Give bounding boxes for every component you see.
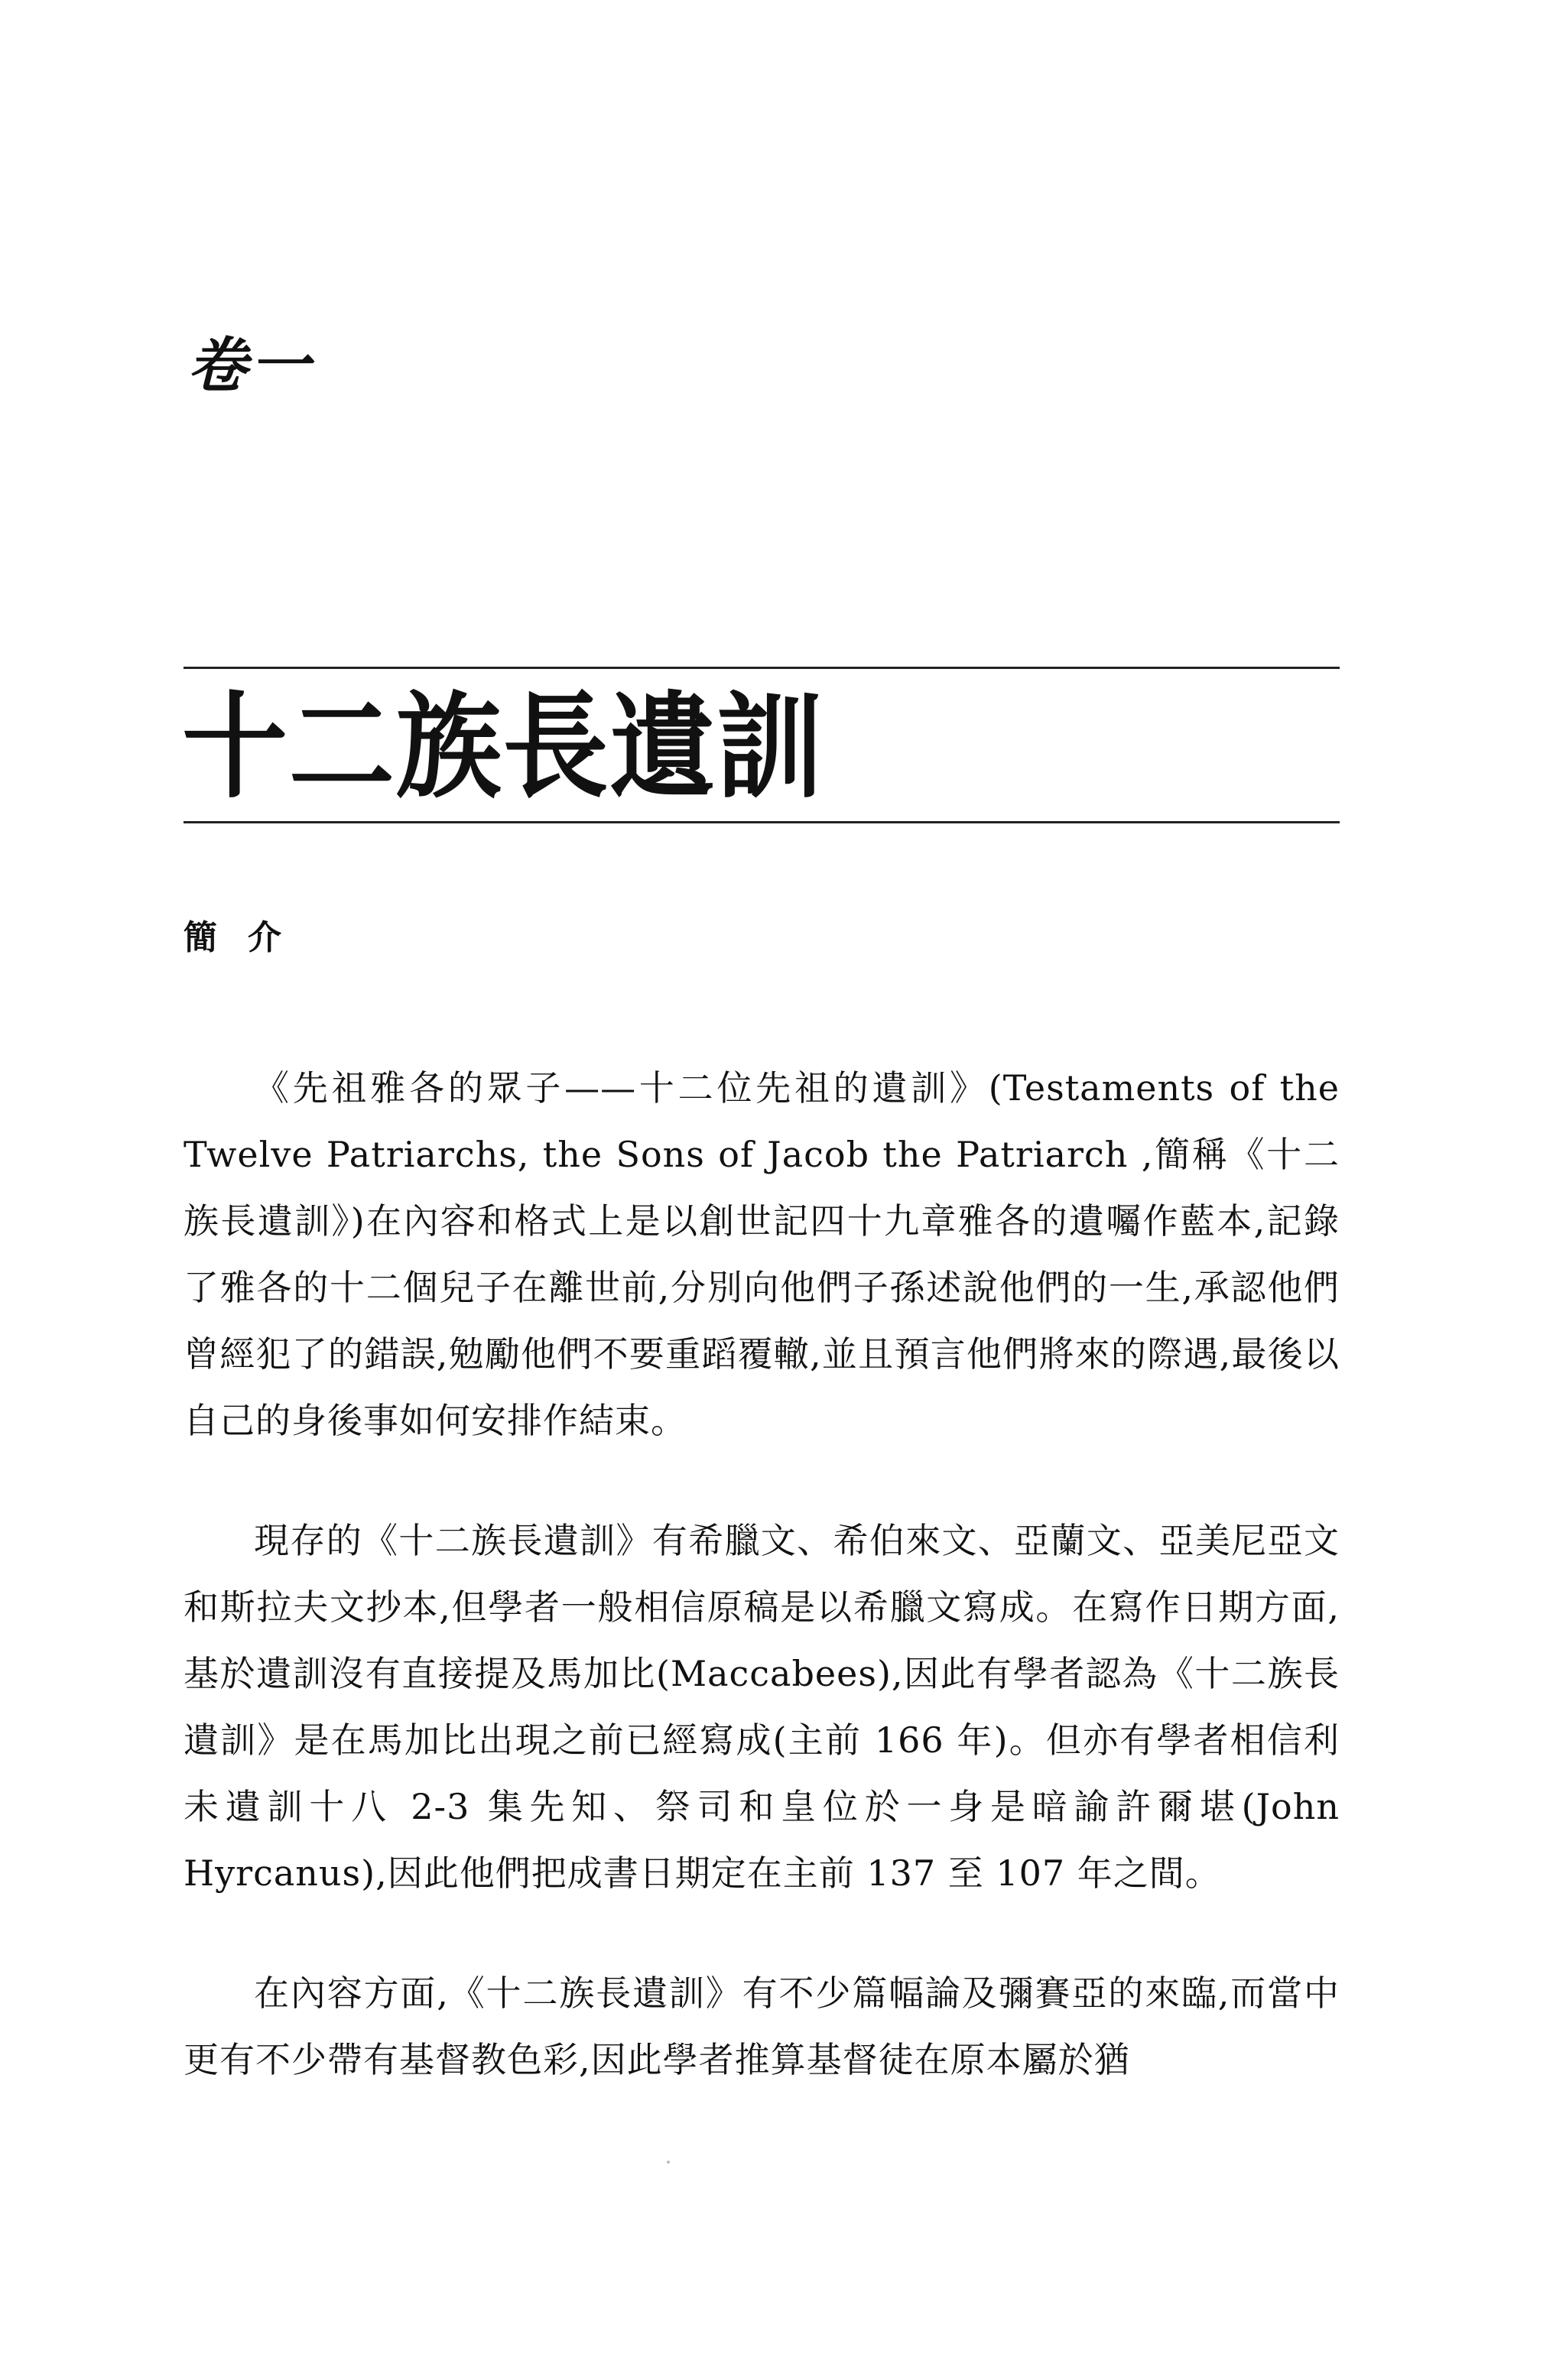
title-bottom-rule [184, 821, 1340, 823]
paragraph-content: 在內容方面,《十二族長遺訓》有不少篇幅論及彌賽亞的來臨,而當中更有不少帶有基督教色彩,因此學者推算基督徒在原本屬於猶 [184, 1973, 1340, 2080]
chapter-title: 十二族長遺訓 [182, 681, 824, 814]
volume-label: 卷一 [187, 331, 314, 401]
paragraph-manuscripts-dating: 現存的《十二族長遺訓》有希臘文、希伯來文、亞蘭文、亞美尼亞文和斯拉夫文抄本,但學者一般相信原稿是以希臘文寫成。在寫作日期方面,基於遺訓沒有直接提及馬加比(Maccabees),因此有學者認為《十二族長遺訓》是在馬加比出現之前已經寫成(主前 166 年)。但亦有學者相信利未遺訓十八 2-3 集先知、祭司和皇位於一身是暗諭許爾堪(John Hyrcanus),因此他們把成書日期定在主前 137 至 107 年之間。 [184, 1520, 1340, 1894]
section-heading: 簡介 [184, 918, 312, 957]
body-text [184, 1055, 1340, 2147]
title-top-rule [184, 667, 1340, 669]
paragraph-intro: 《先祖雅各的眾子——十二位先祖的遺訓》(Testaments of the Twelve Patriarchs, the Sons of Jacob the Patriarch ,簡稱《十二族長遺訓》)在內容和格式上是以創世記四十九章雅各的遺囑作藍本,記錄了雅各的十二個兒子在離世前,分別向他們子孫述說他們的一生,承認他們曾經犯了的錯誤,勉勵他們不要重蹈覆轍,並且預言他們將來的際遇,最後以自己的身後事如何安排作結束。 [184, 1067, 1340, 1441]
scan-speck [667, 2161, 670, 2164]
